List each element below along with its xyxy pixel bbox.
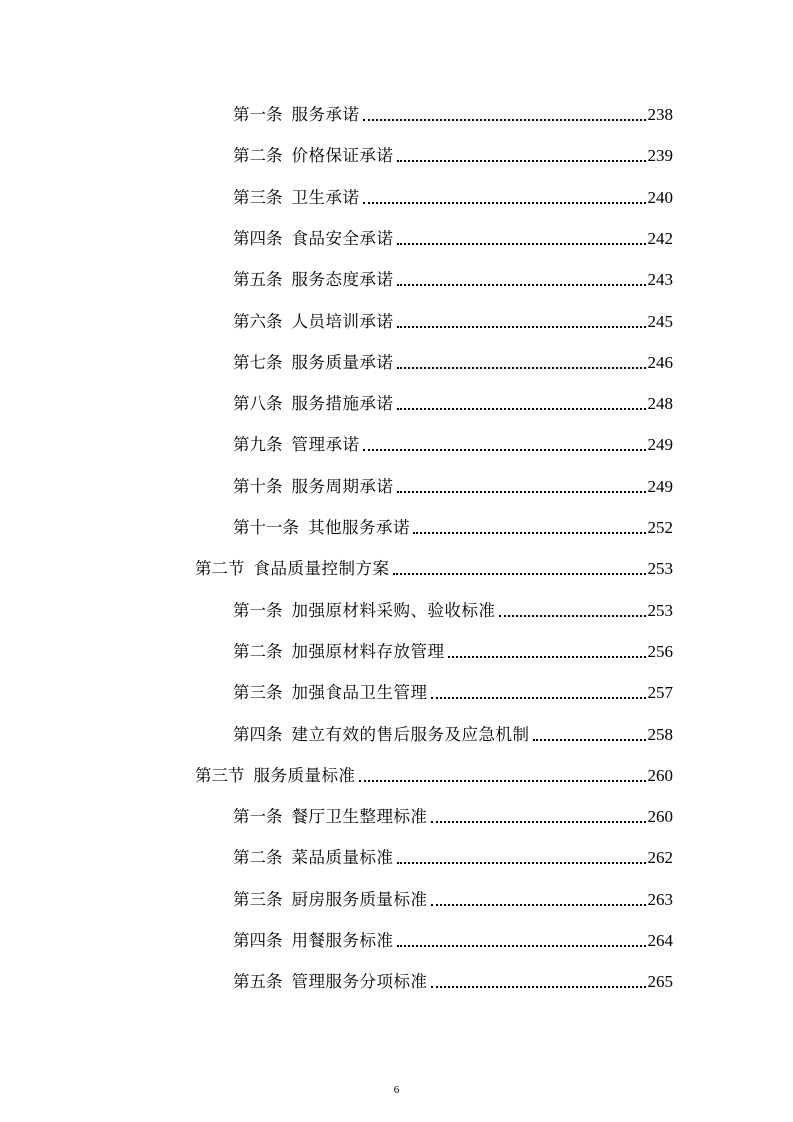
toc-dot-leader bbox=[397, 160, 646, 162]
toc-dot-leader bbox=[363, 119, 646, 121]
page-number: 6 bbox=[393, 1084, 400, 1096]
toc-entry-prefix: 第二条 bbox=[233, 146, 283, 166]
toc-dot-leader bbox=[499, 615, 646, 617]
toc-entry-title: 服务态度承诺 bbox=[291, 270, 394, 290]
toc-article-entry[interactable] bbox=[233, 303, 673, 333]
toc-entry-prefix: 第五条 bbox=[233, 270, 283, 290]
toc-entry-title: 卫生承诺 bbox=[291, 187, 360, 207]
toc-entry-prefix: 第四条 bbox=[233, 724, 283, 744]
toc-dot-leader bbox=[397, 367, 646, 369]
toc-entry-prefix: 第六条 bbox=[233, 311, 283, 331]
toc-dot-leader bbox=[431, 821, 646, 823]
toc-entry-page: 238 bbox=[647, 105, 673, 124]
toc-entry-prefix: 第八条 bbox=[233, 394, 283, 414]
toc-entry-page: 245 bbox=[647, 311, 673, 331]
toc-dot-leader bbox=[397, 862, 646, 864]
toc-article-entry[interactable] bbox=[233, 385, 673, 415]
toc-entry-page: 246 bbox=[647, 352, 673, 372]
toc-article-entry[interactable] bbox=[233, 674, 673, 704]
toc-entry-prefix: 第五条 bbox=[233, 972, 283, 992]
toc-entry-prefix: 第二条 bbox=[233, 848, 283, 868]
toc-article-entry[interactable] bbox=[233, 96, 673, 126]
toc-entry-prefix: 第一条 bbox=[233, 807, 283, 827]
toc-entry-title: 厨房服务质量标准 bbox=[291, 889, 428, 909]
toc-entry-title: 服务周期承诺 bbox=[291, 476, 394, 496]
toc-entry-prefix: 第二条 bbox=[233, 641, 283, 661]
toc-entry-page: 243 bbox=[647, 270, 673, 290]
toc-article-entry[interactable] bbox=[233, 963, 673, 993]
toc-entry-page: 249 bbox=[647, 476, 673, 496]
toc-entry-title: 加强原材料采购、验收标准 bbox=[291, 600, 496, 620]
toc-entry-page: 263 bbox=[647, 889, 673, 909]
toc-entry-prefix: 第三条 bbox=[233, 187, 283, 207]
toc-entry-prefix: 第二节 bbox=[195, 559, 245, 579]
toc-article-entry[interactable] bbox=[233, 137, 673, 167]
toc-entry-title: 服务措施承诺 bbox=[291, 394, 394, 414]
toc-article-entry[interactable] bbox=[233, 261, 673, 291]
toc-entry-page: 242 bbox=[647, 228, 673, 248]
toc-article-entry[interactable] bbox=[233, 220, 673, 250]
toc-entry-page: 257 bbox=[647, 683, 673, 703]
toc-article-entry[interactable] bbox=[233, 839, 673, 869]
toc-entry-title: 食品质量控制方案 bbox=[253, 559, 390, 579]
toc-dot-leader bbox=[363, 202, 646, 204]
toc-entry-title: 加强原材料存放管理 bbox=[291, 641, 445, 661]
toc-entry-prefix: 第三节 bbox=[195, 765, 245, 785]
toc-entry-title: 其他服务承诺 bbox=[308, 518, 410, 537]
toc-entry-title: 加强食品卫生管理 bbox=[291, 683, 428, 703]
toc-article-entry[interactable] bbox=[233, 798, 673, 828]
toc-article-entry[interactable] bbox=[233, 468, 673, 498]
toc-entry-prefix: 第三条 bbox=[233, 683, 283, 703]
toc-dot-leader bbox=[431, 986, 646, 988]
toc-entry-title: 服务质量承诺 bbox=[291, 352, 394, 372]
toc-entry-page: 260 bbox=[647, 807, 673, 827]
toc-article-entry[interactable] bbox=[233, 179, 673, 209]
toc-entry-title: 建立有效的售后服务及应急机制 bbox=[291, 724, 530, 744]
toc-entry-prefix: 第十一条 bbox=[233, 518, 299, 537]
toc-entry-page: 260 bbox=[647, 765, 673, 785]
toc-entry-prefix: 第四条 bbox=[233, 228, 283, 248]
toc-article-entry[interactable] bbox=[233, 633, 673, 663]
toc-article-entry[interactable] bbox=[233, 881, 673, 911]
toc-entry-prefix: 第一条 bbox=[233, 600, 283, 620]
toc-dot-leader bbox=[393, 573, 646, 575]
toc-entry-prefix: 第九条 bbox=[233, 435, 283, 455]
toc-article-entry[interactable] bbox=[233, 592, 673, 622]
toc-dot-leader bbox=[363, 449, 646, 451]
toc-section-entry[interactable] bbox=[195, 757, 673, 787]
toc-dot-leader bbox=[359, 780, 646, 782]
toc-entry-title: 人员培训承诺 bbox=[291, 311, 394, 331]
toc-entry-page: 258 bbox=[647, 724, 673, 744]
toc-dot-leader bbox=[397, 945, 646, 947]
toc-entry-title: 食品安全承诺 bbox=[291, 228, 394, 248]
toc-dot-leader bbox=[431, 904, 646, 906]
toc-entry-page: 249 bbox=[647, 435, 673, 455]
toc-entry-title: 用餐服务标准 bbox=[291, 931, 394, 950]
toc-entry-page: 253 bbox=[647, 600, 673, 620]
toc-dot-leader bbox=[397, 326, 646, 328]
toc-article-entry[interactable] bbox=[233, 344, 673, 374]
toc-dot-leader bbox=[533, 739, 646, 741]
toc-entry-prefix: 第三条 bbox=[233, 889, 283, 909]
toc-entry-title: 服务承诺 bbox=[291, 105, 360, 124]
toc-article-entry[interactable] bbox=[233, 922, 673, 952]
toc-entry-title: 菜品质量标准 bbox=[291, 848, 394, 868]
toc-entry-prefix: 第四条 bbox=[233, 931, 283, 950]
toc-entry-page: 252 bbox=[647, 518, 673, 537]
toc-entry-page: 240 bbox=[647, 187, 673, 207]
toc-entry-page: 262 bbox=[647, 848, 673, 868]
toc-entry-prefix: 第七条 bbox=[233, 352, 283, 372]
toc-entry-title: 管理承诺 bbox=[291, 435, 360, 455]
toc-article-entry[interactable] bbox=[233, 509, 673, 539]
toc-entry-page: 253 bbox=[647, 559, 673, 579]
toc-dot-leader bbox=[448, 656, 646, 658]
toc-article-entry[interactable] bbox=[233, 716, 673, 746]
toc-entry-page: 248 bbox=[647, 394, 673, 414]
toc-entry-page: 239 bbox=[647, 146, 673, 166]
toc-dot-leader bbox=[397, 284, 646, 286]
toc-dot-leader bbox=[413, 532, 646, 534]
toc-article-entry[interactable] bbox=[233, 426, 673, 456]
toc-entry-page: 265 bbox=[647, 972, 673, 992]
toc-section-entry[interactable] bbox=[195, 550, 673, 580]
toc-entry-title: 价格保证承诺 bbox=[291, 146, 394, 166]
toc-entry-title: 服务质量标准 bbox=[253, 765, 356, 785]
toc-entry-title: 管理服务分项标准 bbox=[291, 972, 428, 992]
toc-entry-prefix: 第一条 bbox=[233, 105, 283, 124]
toc-dot-leader bbox=[431, 697, 646, 699]
toc-dot-leader bbox=[397, 408, 646, 410]
toc-entry-page: 256 bbox=[647, 641, 673, 661]
toc-entry-page: 264 bbox=[647, 931, 673, 950]
toc-entry-title: 餐厅卫生整理标准 bbox=[291, 807, 428, 827]
toc-entry-prefix: 第十条 bbox=[233, 476, 283, 496]
toc-dot-leader bbox=[397, 491, 646, 493]
toc-dot-leader bbox=[397, 243, 646, 245]
